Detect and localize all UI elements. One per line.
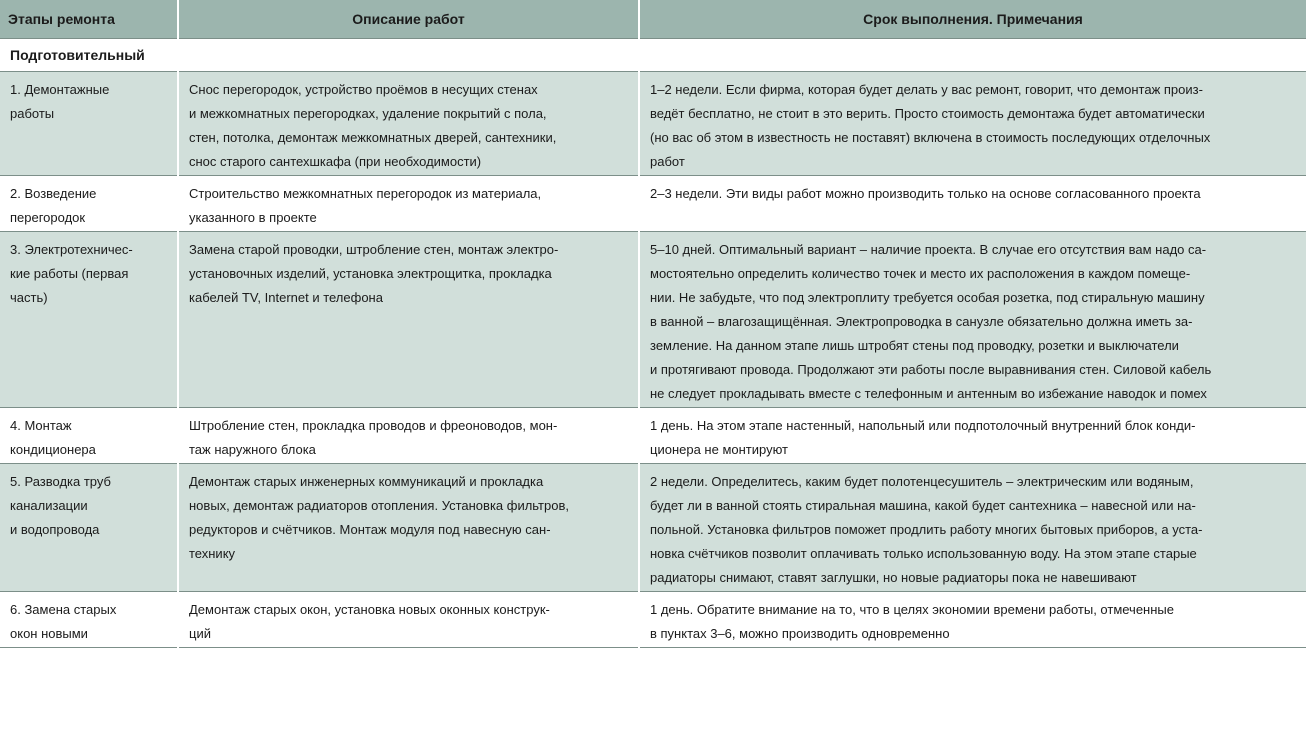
notes-text: 1 день. На этом этапе настенный, напольный или подпотолочный внутренний блок конди- ционера не монтируют (650, 418, 1196, 457)
stage-cell (0, 72, 178, 176)
description-text: Штробление стен, прокладка проводов и фреоноводов, мон- таж наружного блока (189, 418, 558, 457)
description-text: Замена старой проводки, штробление стен, монтаж электро- установочных изделий, установка электрощитка, прокладка кабелей TV, Internet и телефона (189, 242, 559, 305)
stage-cell (0, 592, 178, 648)
description-cell (178, 72, 639, 176)
description-text: Строительство межкомнатных перегородок из материала, указанного в проекте (189, 186, 542, 225)
notes-text: 1 день. Обратите внимание на то, что в целях экономии времени работы, отмеченные в пунктах 3–6, можно производить одновременно (650, 602, 1174, 641)
description-text: Демонтаж старых окон, установка новых оконных конструк- ций (189, 602, 550, 641)
stage-text: 3. Электротехничес- кие работы (первая часть) (10, 242, 133, 305)
notes-cell (639, 72, 1306, 176)
description-cell (178, 232, 639, 408)
description-text: Демонтаж старых инженерных коммуникаций и прокладка новых, демонтаж радиаторов отопления. Установка фильтров, редукторов и счётчиков. Монтаж модуля под навесную сан- технику (189, 474, 569, 561)
notes-text: 2–3 недели. Эти виды работ можно производить только на основе согласованного проекта (650, 186, 1201, 201)
section-title: Подготовительный (0, 39, 1306, 72)
stage-cell (0, 232, 178, 408)
table-row (0, 176, 1306, 232)
notes-cell (639, 592, 1306, 648)
stage-text: 1. Демонтажные работы (10, 82, 110, 121)
description-cell (178, 176, 639, 232)
notes-text: 2 недели. Определитесь, каким будет полотенцесушитель – электрическим или водяным, будет ли в ванной стоять стиральная машина, какой будет сантехника – навесной или на- польной. Установка фильтров поможет продлить работу многих бытовых приборов, а уста- новка счётчиков позволит оплачивать только использованную воду. На этом этапе старые радиаторы снимают, ставят заглушки, но новые радиаторы пока не навешивают (650, 474, 1203, 585)
section-row (0, 39, 1306, 72)
table-row (0, 72, 1306, 176)
stage-text: 4. Монтаж кондиционера (10, 418, 96, 457)
header-row (0, 0, 1306, 39)
stage-text: 5. Разводка труб канализации и водопровода (10, 474, 111, 537)
table-row (0, 232, 1306, 408)
header-stages: Этапы ремонта (0, 0, 178, 39)
stage-cell (0, 176, 178, 232)
description-cell (178, 464, 639, 592)
description-cell (178, 408, 639, 464)
stage-text: 6. Замена старых окон новыми (10, 602, 117, 641)
notes-cell (639, 232, 1306, 408)
description-cell (178, 592, 639, 648)
stage-text: 2. Возведение перегородок (10, 186, 97, 225)
stage-cell (0, 464, 178, 592)
description-text: Снос перегородок, устройство проёмов в несущих стенах и межкомнатных перегородках, удаление покрытий с пола, стен, потолка, демонтаж межкомнатных дверей, сантехники, снос старого сантехшкафа (при необходимости) (189, 82, 557, 169)
notes-cell (639, 408, 1306, 464)
header-deadline-notes: Срок выполнения. Примечания (639, 0, 1306, 39)
notes-text: 5–10 дней. Оптимальный вариант – наличие проекта. В случае его отсутствия вам надо са- мостоятельно определить количество точек и место их расположения в каждом помеще- нии. Не забудьте, что под электроплиту требуется особая розетка, под стиральную машину в ванной – влагозащищённая. Электропроводка в санузле обязательно должна иметь за- земление. На данном этапе лишь штробят стены под проводку, розетки и выключатели и протягивают провода. Продолжают эти работы после выравнивания стен. Силовой кабель не следует прокладывать вместе с телефонным и антенным во избежание наводок и помех (650, 242, 1212, 401)
table-row (0, 592, 1306, 648)
notes-cell (639, 176, 1306, 232)
header-description: Описание работ (178, 0, 639, 39)
table-row (0, 464, 1306, 592)
notes-text: 1–2 недели. Если фирма, которая будет делать у вас ремонт, говорит, что демонтаж произ- ведёт бесплатно, не стоит в это верить. Просто стоимость демонтажа будет автоматически (но вас об этом в известность не поставят) включена в стоимость последующих отделочных работ (650, 82, 1211, 169)
table-row (0, 408, 1306, 464)
stage-cell (0, 408, 178, 464)
notes-cell (639, 464, 1306, 592)
